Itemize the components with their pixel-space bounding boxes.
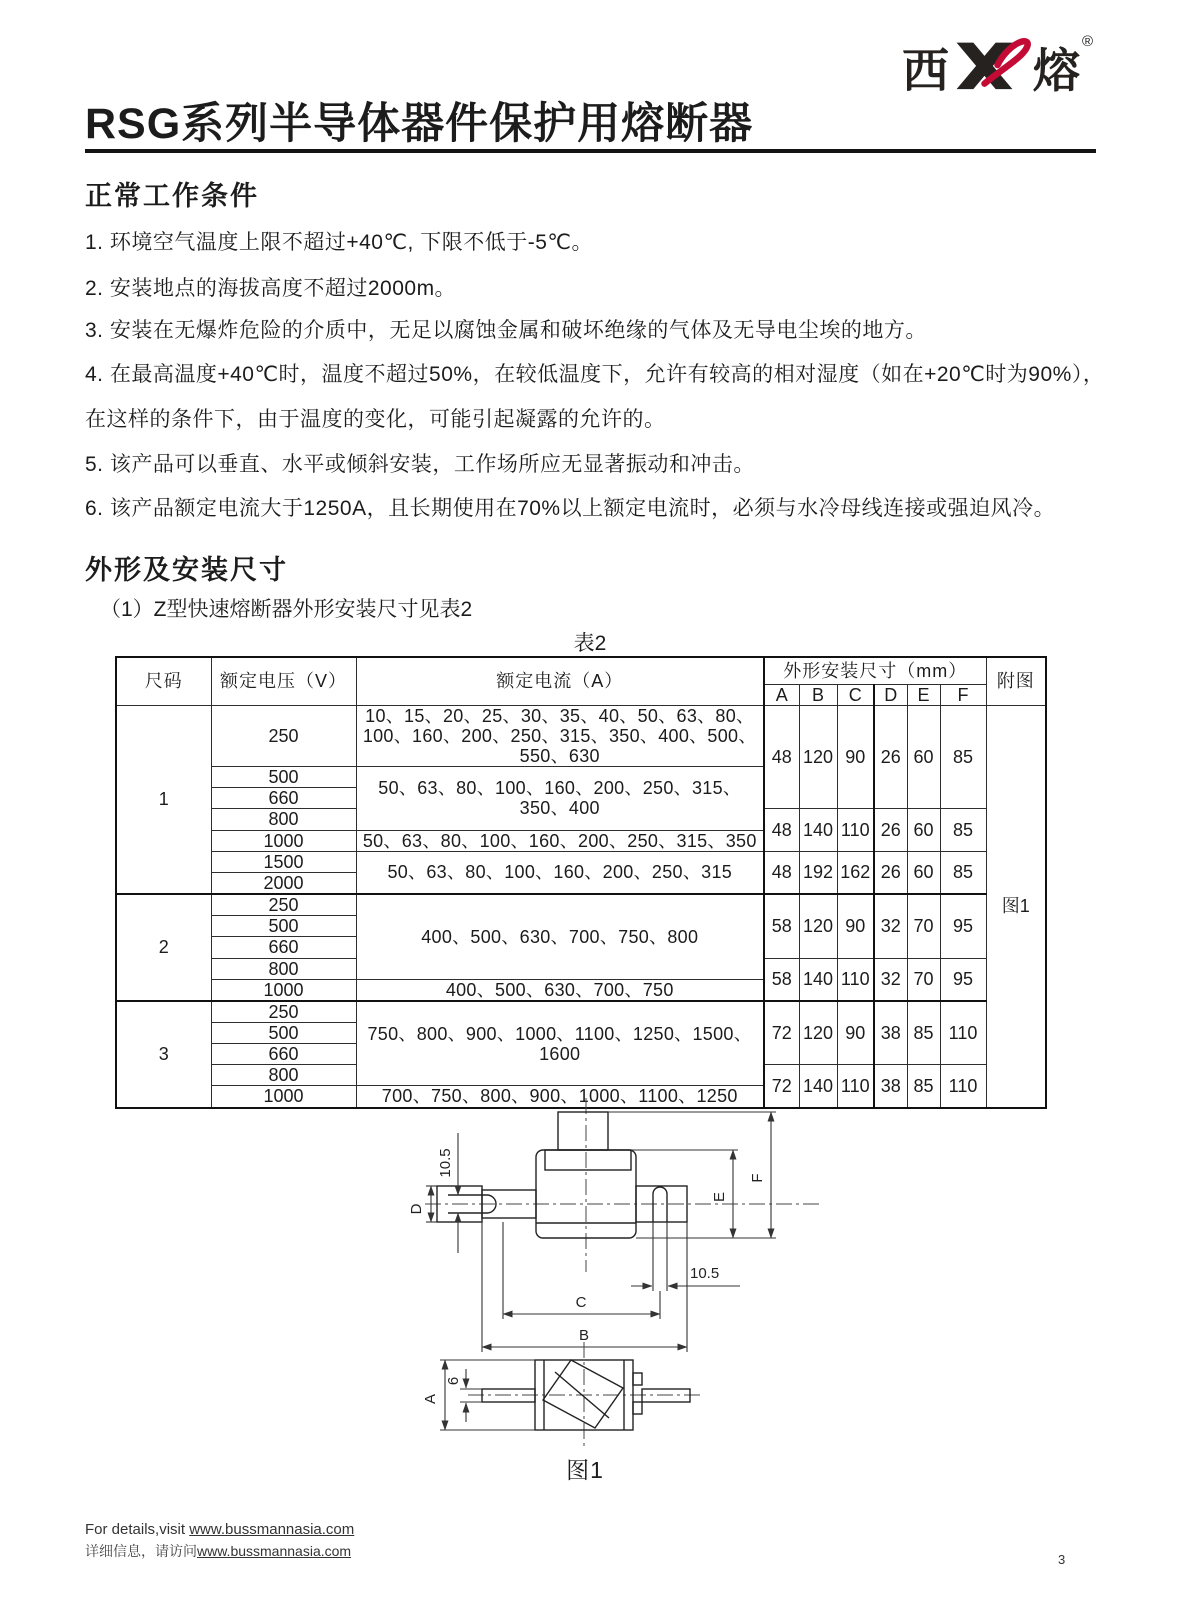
condition-item-4b: 在这样的条件下，由于温度的变化，可能引起凝露的允许的。	[85, 408, 666, 431]
condition-item-4: 4. 在最高温度+40℃时，温度不超过50%，在较低温度下，允许有较高的相对湿度（如在+20℃时为90%），	[85, 363, 1105, 386]
dim-label-slot-left: 10.5	[437, 1148, 454, 1178]
voltage-cell: 2000	[211, 872, 356, 894]
indicator-diamond	[543, 1360, 623, 1428]
size-cell: 2	[116, 894, 211, 1001]
voltage-cell: 250	[211, 1001, 356, 1023]
plan-tab-upper	[633, 1373, 642, 1385]
voltage-cell: 660	[211, 788, 356, 809]
voltage-cell: 1500	[211, 851, 356, 872]
registered-mark: ®	[1081, 33, 1093, 50]
table-caption: 表2	[573, 632, 607, 655]
dim-label-b: B	[578, 1327, 590, 1344]
dim-cell: 140	[799, 958, 837, 1001]
logo-xr-monogram-icon	[951, 34, 1031, 96]
dim-cell: 60	[907, 809, 940, 851]
voltage-cell: 1000	[211, 830, 356, 851]
footer-line-zh	[85, 1541, 351, 1561]
spec-table	[115, 656, 1047, 1109]
footer-text-zh: 详细信息，请访问	[85, 1543, 197, 1559]
dim-cell: 120	[799, 894, 837, 958]
dim-cell: 85	[907, 1065, 940, 1108]
size-cell: 3	[116, 1001, 211, 1108]
brand-logo	[902, 34, 1093, 96]
dim-cell: 85	[907, 1001, 940, 1065]
dim-cell: 70	[907, 958, 940, 1001]
current-cell: 50、63、80、100、160、200、250、315	[356, 851, 764, 894]
current-cell: 50、63、80、100、160、200、250、315、350	[356, 830, 764, 851]
col-header-dim-f: F	[940, 684, 986, 705]
dim-cell: 110	[940, 1065, 986, 1108]
dim-cell: 70	[907, 894, 940, 958]
voltage-cell: 660	[211, 937, 356, 958]
voltage-cell: 800	[211, 1065, 356, 1086]
col-header-current: 额定电流（A）	[356, 657, 764, 705]
figure-ref-cell: 图1	[986, 705, 1046, 1107]
voltage-cell: 250	[211, 705, 356, 766]
title-rule	[85, 149, 1096, 153]
figure-caption: 图1	[566, 1457, 604, 1483]
dim-cell: 110	[837, 958, 874, 1001]
dim-cell: 110	[837, 809, 874, 851]
current-cell: 50、63、80、100、160、200、250、315、350、400	[356, 767, 764, 830]
dim-cell: 120	[799, 705, 837, 809]
footer-link-en[interactable]: www.bussmannasia.com	[189, 1521, 355, 1538]
voltage-cell: 500	[211, 916, 356, 937]
current-cell: 400、500、630、700、750	[356, 979, 764, 1001]
footer-text-en: For details,visit	[85, 1521, 190, 1538]
dim-cell: 60	[907, 851, 940, 894]
dim-cell: 72	[764, 1065, 799, 1108]
footer-link-zh[interactable]: www.bussmannasia.com	[197, 1543, 352, 1559]
fuse-top-tab	[558, 1112, 608, 1150]
dim-label-e: E	[711, 1191, 728, 1203]
col-header-size: 尺码	[116, 657, 211, 705]
dim-cell: 120	[799, 1001, 837, 1065]
dim-label-f: F	[749, 1173, 766, 1183]
current-cell: 10、15、20、25、30、35、40、50、63、80、100、160、200、250、315、350、400、500、550、630	[356, 705, 764, 766]
col-header-dims-group: 外形安装尺寸（mm）	[764, 657, 986, 684]
dim-cell: 90	[837, 705, 874, 809]
condition-item-3: 3. 安装在无爆炸危险的介质中，无足以腐蚀金属和破坏绝缘的气体及无导电尘埃的地方。	[85, 319, 927, 342]
dim-label-c: C	[575, 1294, 587, 1311]
condition-item-2: 2. 安装地点的海拔高度不超过2000m。	[85, 277, 457, 300]
logo-rong-char: 熔	[1032, 44, 1080, 97]
voltage-cell: 250	[211, 894, 356, 916]
dim-cell: 58	[764, 894, 799, 958]
section-heading-operating-conditions: 正常工作条件	[85, 181, 259, 211]
dim-label-rod: 6	[445, 1376, 462, 1386]
page-number: 3	[1058, 1552, 1066, 1567]
dim-cell: 48	[764, 809, 799, 851]
dim-cell: 95	[940, 894, 986, 958]
footer-line-en	[85, 1521, 354, 1538]
dim-cell: 192	[799, 851, 837, 894]
col-header-dim-c: C	[837, 684, 874, 705]
dim-cell: 38	[874, 1065, 907, 1108]
col-header-voltage: 额定电压（V）	[211, 657, 356, 705]
dim-cell: 26	[874, 851, 907, 894]
current-cell: 400、500、630、700、750、800	[356, 894, 764, 979]
voltage-cell: 1000	[211, 1086, 356, 1108]
dim-cell: 95	[940, 958, 986, 1001]
col-header-dim-a: A	[764, 684, 799, 705]
dim-cell: 60	[907, 705, 940, 809]
dim-cell: 32	[874, 894, 907, 958]
dim-cell: 48	[764, 705, 799, 809]
dim-cell: 85	[940, 851, 986, 894]
voltage-cell: 500	[211, 1023, 356, 1044]
dim-cell: 90	[837, 1001, 874, 1065]
voltage-cell: 800	[211, 809, 356, 830]
dim-cell: 32	[874, 958, 907, 1001]
dim-cell: 140	[799, 1065, 837, 1108]
dim-cell: 48	[764, 851, 799, 894]
dim-cell: 140	[799, 809, 837, 851]
plan-tab-lower	[633, 1402, 642, 1414]
current-cell: 750、800、900、1000、1100、1250、1500、1600	[356, 1001, 764, 1086]
voltage-cell: 500	[211, 767, 356, 788]
dim-label-slot-right: 10.5	[690, 1265, 720, 1282]
voltage-cell: 1000	[211, 979, 356, 1001]
dim-label-a: A	[422, 1393, 439, 1405]
dim-cell: 110	[940, 1001, 986, 1065]
dim-cell: 72	[764, 1001, 799, 1065]
voltage-cell: 800	[211, 958, 356, 979]
size-cell: 1	[116, 705, 211, 894]
fuse-outline-figure	[390, 1085, 840, 1450]
dim-cell: 110	[837, 1065, 874, 1108]
dim-cell: 26	[874, 705, 907, 809]
page-title: RSG系列半导体器件保护用熔断器	[85, 100, 754, 148]
col-header-dim-e: E	[907, 684, 940, 705]
section-heading-dimensions: 外形及安装尺寸	[85, 555, 288, 585]
logo-west-char: 西	[901, 44, 949, 97]
condition-item-1: 1. 环境空气温度上限不超过+40℃, 下限不低于-5℃。	[85, 231, 593, 254]
voltage-cell: 660	[211, 1044, 356, 1065]
current-cell: 700、750、800、900、1000、1100、1250	[356, 1086, 764, 1108]
condition-item-5: 5. 该产品可以垂直、水平或倾斜安装，工作场所应无显著振动和冲击。	[85, 453, 755, 476]
table-note: （1）Z型快速熔断器外形安装尺寸见表2	[100, 598, 473, 621]
dim-cell: 85	[940, 705, 986, 809]
condition-item-6: 6. 该产品额定电流大于1250A，且长期使用在70%以上额定电流时，必须与水冷母线连接或强迫风冷。	[85, 497, 1056, 520]
dim-cell: 162	[837, 851, 874, 894]
dim-cell: 58	[764, 958, 799, 1001]
col-header-dim-b: B	[799, 684, 837, 705]
dim-cell: 26	[874, 809, 907, 851]
fuse-top-cap	[545, 1150, 631, 1170]
dim-cell: 85	[940, 809, 986, 851]
dim-label-d: D	[408, 1203, 425, 1215]
col-header-figure: 附图	[986, 657, 1046, 705]
dim-cell: 90	[837, 894, 874, 958]
dim-cell: 38	[874, 1001, 907, 1065]
col-header-dim-d: D	[874, 684, 907, 705]
